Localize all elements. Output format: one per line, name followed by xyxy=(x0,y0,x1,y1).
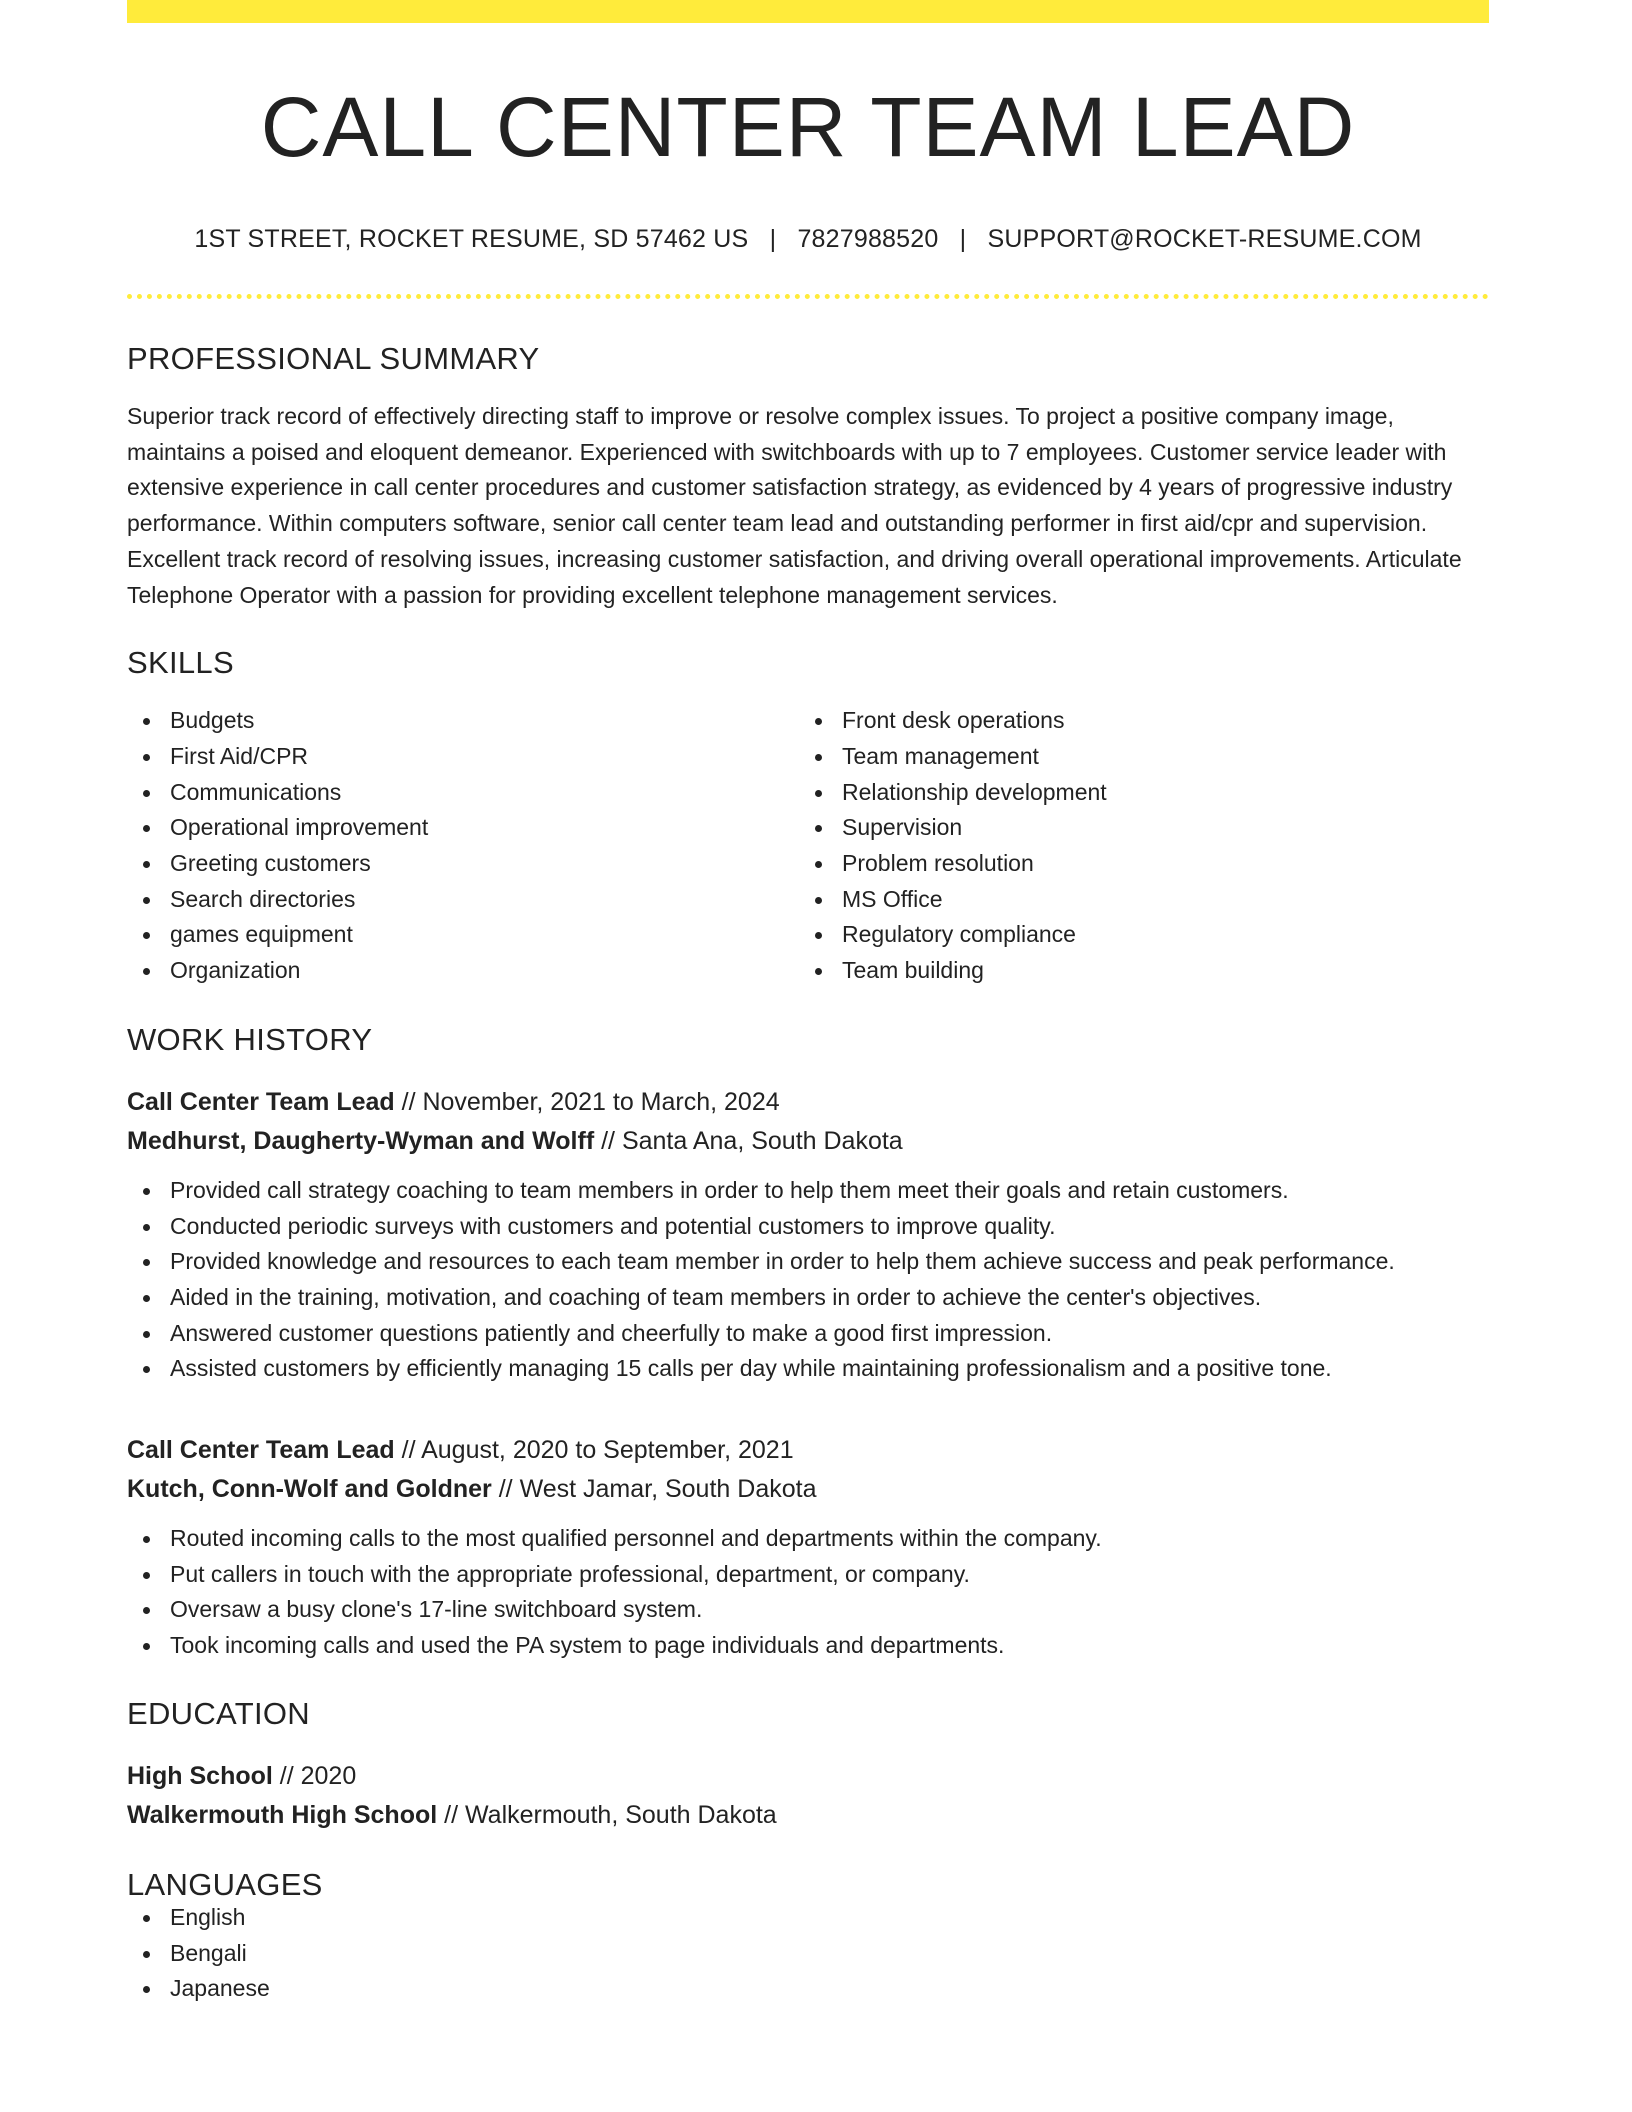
skill-item: games equipment xyxy=(127,917,799,953)
accent-bar xyxy=(127,0,1489,23)
skill-item: Search directories xyxy=(127,882,799,918)
job-entry xyxy=(127,1083,1489,1387)
skill-item: Supervision xyxy=(799,810,1471,846)
summary-text: Superior track record of effectively directing staff to improve or resolve complex issues. To project a positive company image, maintains a poised and eloquent demeanor. Experienced with switchboards with up to 7 employees. Customer service leader with extensive experience in call center procedures and customer satisfaction strategy, as evidenced by 4 years of progressive industry performance. Within computers software, senior call center team lead and outstanding performer in first aid/cpr and supervision. Excellent track record of resolving issues, increasing customer satisfaction, and driving overall operational improvements. Articulate Telephone Operator with a passion for providing excellent telephone management services. xyxy=(127,403,1462,608)
contact-separator: | xyxy=(959,225,967,253)
skill-item: Communications xyxy=(127,775,799,811)
skill-item: First Aid/CPR xyxy=(127,739,799,775)
skill-item: Greeting customers xyxy=(127,846,799,882)
skill-item: Operational improvement xyxy=(127,810,799,846)
job-bullet: Took incoming calls and used the PA system to page individuals and departments. xyxy=(127,1628,1489,1664)
languages-heading: LANGUAGES xyxy=(127,1866,323,1902)
language-item: Bengali xyxy=(127,1936,1489,1972)
dotted-divider xyxy=(127,294,1489,299)
job-role-line xyxy=(127,1431,1489,1470)
job-company: Medhurst, Daugherty-Wyman and Wolff xyxy=(127,1126,595,1155)
job-bullet: Put callers in touch with the appropriate professional, department, or company. xyxy=(127,1557,1489,1593)
job-company-line xyxy=(127,1470,1489,1509)
job-role-line xyxy=(127,1083,1489,1122)
job-dates: // November, 2021 to March, 2024 xyxy=(401,1087,780,1116)
skill-item: Relationship development xyxy=(799,775,1471,811)
skill-item: Front desk operations xyxy=(799,703,1471,739)
job-bullets xyxy=(127,1173,1489,1387)
education-heading: EDUCATION xyxy=(127,1695,310,1731)
contact-separator: | xyxy=(769,225,777,253)
work-history-heading: WORK HISTORY xyxy=(127,1021,373,1057)
job-role: Call Center Team Lead xyxy=(127,1436,395,1465)
language-item: Japanese xyxy=(127,1971,1489,2007)
job-bullets xyxy=(127,1521,1489,1664)
job-role: Call Center Team Lead xyxy=(127,1087,395,1116)
candidate-title: CALL CENTER TEAM LEAD xyxy=(260,80,1356,174)
skill-item: Team building xyxy=(799,953,1471,989)
education-school-line xyxy=(127,1796,1489,1835)
job-bullet: Oversaw a busy clone's 17-line switchboard system. xyxy=(127,1592,1489,1628)
summary-heading: PROFESSIONAL SUMMARY xyxy=(127,341,540,376)
contact-line xyxy=(127,227,1489,252)
education-entry xyxy=(127,1757,1489,1835)
job-bullet: Conducted periodic surveys with customers and potential customers to improve quality. xyxy=(127,1209,1489,1245)
language-item: English xyxy=(127,1900,1489,1936)
languages-list xyxy=(127,1900,1489,2007)
education-location: // Walkermouth, South Dakota xyxy=(444,1800,777,1829)
skills-heading: SKILLS xyxy=(127,645,234,681)
phone: 7827988520 xyxy=(797,225,939,253)
resume-page xyxy=(127,0,1489,2007)
job-entry xyxy=(127,1431,1489,1664)
job-location: // West Jamar, South Dakota xyxy=(498,1475,817,1504)
skills-list xyxy=(127,703,1489,989)
job-bullet: Answered customer questions patiently and cheerfully to make a good first impression. xyxy=(127,1316,1489,1352)
job-company: Kutch, Conn-Wolf and Goldner xyxy=(127,1475,492,1504)
education-year: // 2020 xyxy=(279,1761,357,1790)
skill-item: Team management xyxy=(799,739,1471,775)
skill-item: Problem resolution xyxy=(799,846,1471,882)
skill-item: Organization xyxy=(127,953,799,989)
job-location: // Santa Ana, South Dakota xyxy=(601,1126,903,1155)
skill-item: MS Office xyxy=(799,882,1471,918)
skills-column-left xyxy=(127,703,799,989)
email: SUPPORT@ROCKET-RESUME.COM xyxy=(987,225,1422,253)
education-school: Walkermouth High School xyxy=(127,1800,438,1829)
job-bullet: Routed incoming calls to the most qualified personnel and departments within the company. xyxy=(127,1521,1489,1557)
job-bullet: Assisted customers by efficiently managing 15 calls per day while maintaining professionalism and a positive tone. xyxy=(127,1351,1489,1387)
skill-item: Regulatory compliance xyxy=(799,917,1471,953)
job-dates: // August, 2020 to September, 2021 xyxy=(401,1436,794,1465)
skills-column-right xyxy=(799,703,1471,989)
job-bullet: Aided in the training, motivation, and coaching of team members in order to achieve the center's objectives. xyxy=(127,1280,1489,1316)
education-degree: High School xyxy=(127,1761,273,1790)
skill-item: Budgets xyxy=(127,703,799,739)
education-degree-line xyxy=(127,1757,1489,1796)
job-bullet: Provided call strategy coaching to team members in order to help them meet their goals and retain customers. xyxy=(127,1173,1489,1209)
job-bullet: Provided knowledge and resources to each team member in order to help them achieve success and peak performance. xyxy=(127,1244,1489,1280)
job-company-line xyxy=(127,1122,1489,1161)
address: 1ST STREET, ROCKET RESUME, SD 57462 US xyxy=(194,225,749,253)
